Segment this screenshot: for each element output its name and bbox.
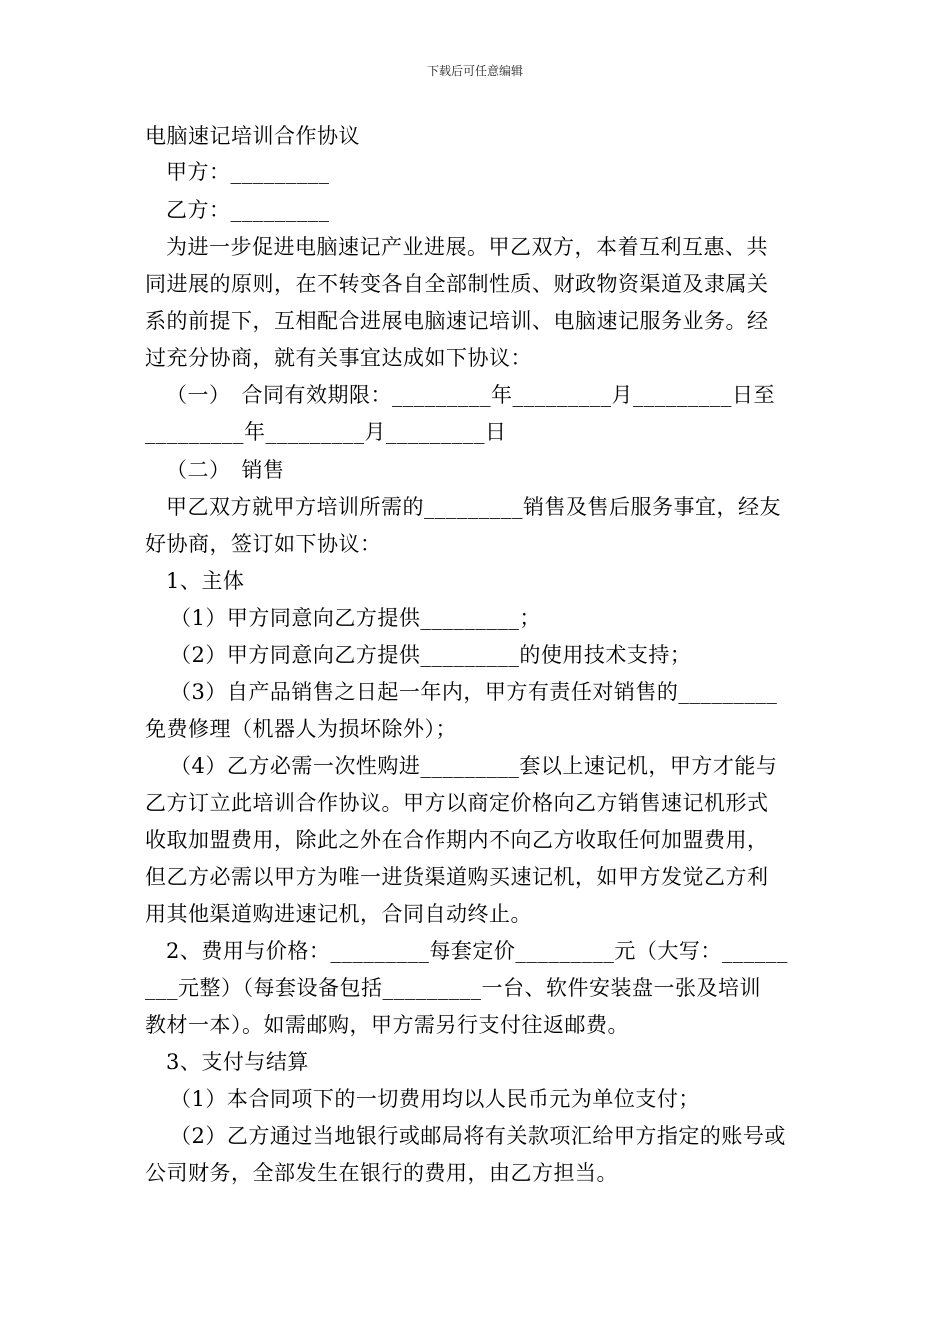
subsection-1-item-3: （3）自产品销售之日起一年内，甲方有责任对销售的_________ — [170, 680, 778, 704]
subsection-3-item-1: （1）本合同项下的一切费用均以人民币元为单位支付； — [170, 1087, 700, 1111]
page-header: 下载后可任意编辑 — [426, 64, 523, 78]
subsection-1-item-4: （4）乙方必需一次性购进_________套以上速记机，甲方才能与 — [170, 754, 778, 778]
subsection-3-item-2-cont: 公司财务，全部发生在银行的费用，由乙方担当。 — [145, 1161, 618, 1185]
section-2-text: 甲乙双方就甲方培训所需的_________销售及售后服务事宜，经友 — [166, 495, 781, 519]
section-1-validity-cont: _________年_________月_________日 — [145, 420, 507, 444]
document-title: 电脑速记培训合作协议 — [145, 124, 360, 148]
intro-line: 为进一步促进电脑速记产业进展。甲乙双方，本着互利互惠、共 — [166, 235, 768, 259]
subsection-1-heading: 1、主体 — [166, 569, 245, 593]
subsection-1-item-4-cont: 收取加盟费用，除此之外在合作期内不向乙方收取任何加盟费用， — [145, 828, 769, 852]
subsection-1-item-3-cont: 免费修理（机器人为损坏除外）； — [145, 717, 457, 741]
subsection-1-item-4-cont: 但乙方必需以甲方为唯一进货渠道购买速记机，如甲方发觉乙方利 — [145, 865, 769, 889]
party-a-line: 甲方：_________ — [166, 160, 330, 184]
subsection-1-item-4-cont: 乙方订立此培训合作协议。甲方以商定价格向乙方销售速记机形式 — [145, 791, 769, 815]
party-b-line: 乙方：_________ — [166, 198, 330, 222]
intro-line: 同进展的原则，在不转变各自全部制性质、财政物资渠道及隶属关 — [145, 272, 769, 296]
subsection-3-heading: 3、支付与结算 — [166, 1050, 309, 1074]
subsection-1-item-1: （1）甲方同意向乙方提供_________； — [170, 606, 541, 630]
intro-line: 系的前提下，互相配合进展电脑速记培训、电脑速记服务业务。经 — [145, 309, 769, 333]
subsection-3-item-2: （2）乙方通过当地银行或邮局将有关款项汇给甲方指定的账号或 — [170, 1124, 786, 1148]
subsection-2-fees: 2、费用与价格：_________每套定价_________元（大写：______ — [166, 939, 788, 963]
section-1-validity: （一） 合同有效期限：_________年_________月_________日至 — [166, 383, 775, 407]
intro-line: 过充分协商，就有关事宜达成如下协议： — [145, 346, 532, 370]
subsection-2-fees-cont: ___元整）（每套设备包括_________一台、软件安装盘一张及培训 — [145, 976, 761, 1000]
subsection-2-fees-cont: 教材一本）。如需邮购，甲方需另行支付往返邮费。 — [145, 1013, 629, 1037]
subsection-1-item-2: （2）甲方同意向乙方提供_________的使用技术支持； — [170, 643, 692, 667]
section-2-text: 好协商，签订如下协议： — [145, 532, 382, 556]
section-2-heading: （二） 销售 — [166, 458, 285, 482]
subsection-1-item-4-cont: 用其他渠道购进速记机，合同自动终止。 — [145, 902, 532, 926]
